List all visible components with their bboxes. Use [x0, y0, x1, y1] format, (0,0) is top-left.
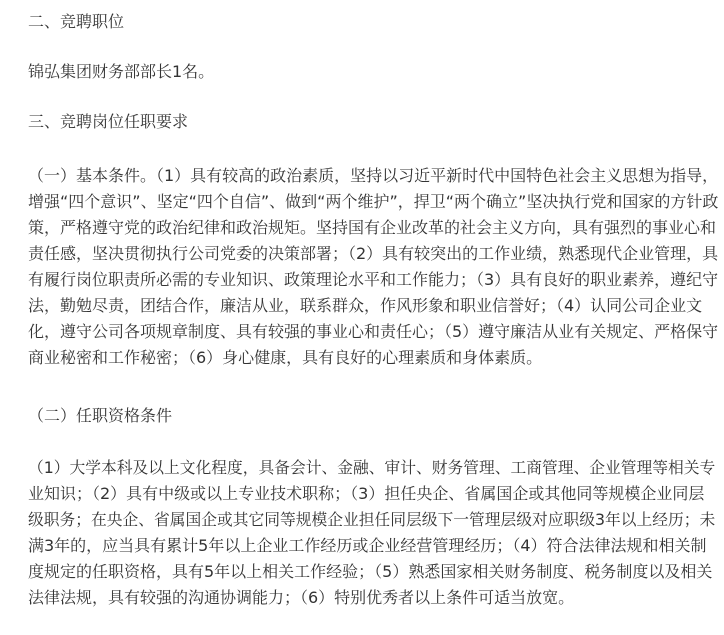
paragraph-line: 有履行岗位职责所必需的专业知识、政策理论水平和工作能力；（3）具有良好的职业素养，遵纪守: [28, 270, 719, 289]
paragraph-line: 法，勤勉尽责，团结合作，廉洁从业，联系群众，作风形象和职业信誉好；（4）认同公司企业文: [28, 296, 703, 315]
section-heading-position: 二、竞聘职位: [28, 12, 125, 31]
paragraph-line: 级职务；在央企、省属国企或其它同等规模企业担任同层级下一管理层级对应职级3年以上经历；未: [28, 510, 716, 529]
paragraph-line: 责任感，坚决贯彻执行公司党委的决策部署；（2）具有较突出的工作业绩，熟悉现代企业管理，具: [28, 244, 719, 263]
paragraph-line: （一）基本条件。（1）具有较高的政治素质，坚持以习近平新时代中国特色社会主义思想为指导，: [28, 166, 719, 185]
paragraph-line: 业知识；（2）具有中级或以上专业技术职称；（3）担任央企、省属国企或其他同等规模企业同层: [28, 484, 705, 503]
paragraph-line: 法律法规，具有较强的沟通协调能力；（6）特别优秀者以上条件可适当放宽。: [28, 588, 575, 607]
paragraph-line: 度规定的任职资格，具有5年以上相关工作经验；（5）熟悉国家相关财务制度、税务制度以及相关: [28, 562, 713, 581]
section-heading-requirements: 三、竞聘岗位任职要求: [28, 112, 189, 131]
position-text: 锦弘集团财务部部长1名。: [28, 62, 215, 81]
paragraph-line: 增强“四个意识”、坚定“四个自信”、做到“两个维护”，捍卫“两个确立”坚决执行党和国家的方针政: [28, 192, 719, 211]
paragraph-line: 化，遵守公司各项规章制度、具有较强的事业心和责任心；（5）遵守廉洁从业有关规定、严格保守: [28, 322, 719, 341]
paragraph-line: 满3年的，应当具有累计5年以上企业工作经历或企业经营管理经历；（4）符合法律法规和相关制: [28, 536, 707, 555]
qualification-heading: （二）任职资格条件: [28, 406, 173, 425]
paragraph-line: 策，严格遵守党的政治纪律和政治规矩。坚持国有企业改革的社会主义方向，具有强烈的事业心和: [28, 218, 717, 237]
paragraph-line: （1）大学本科及以上文化程度，具备会计、金融、审计、财务管理、工商管理、企业管理等相关专: [28, 458, 716, 477]
paragraph-line: 商业秘密和工作秘密；（6）身心健康，具有良好的心理素质和身体素质。: [28, 348, 543, 367]
